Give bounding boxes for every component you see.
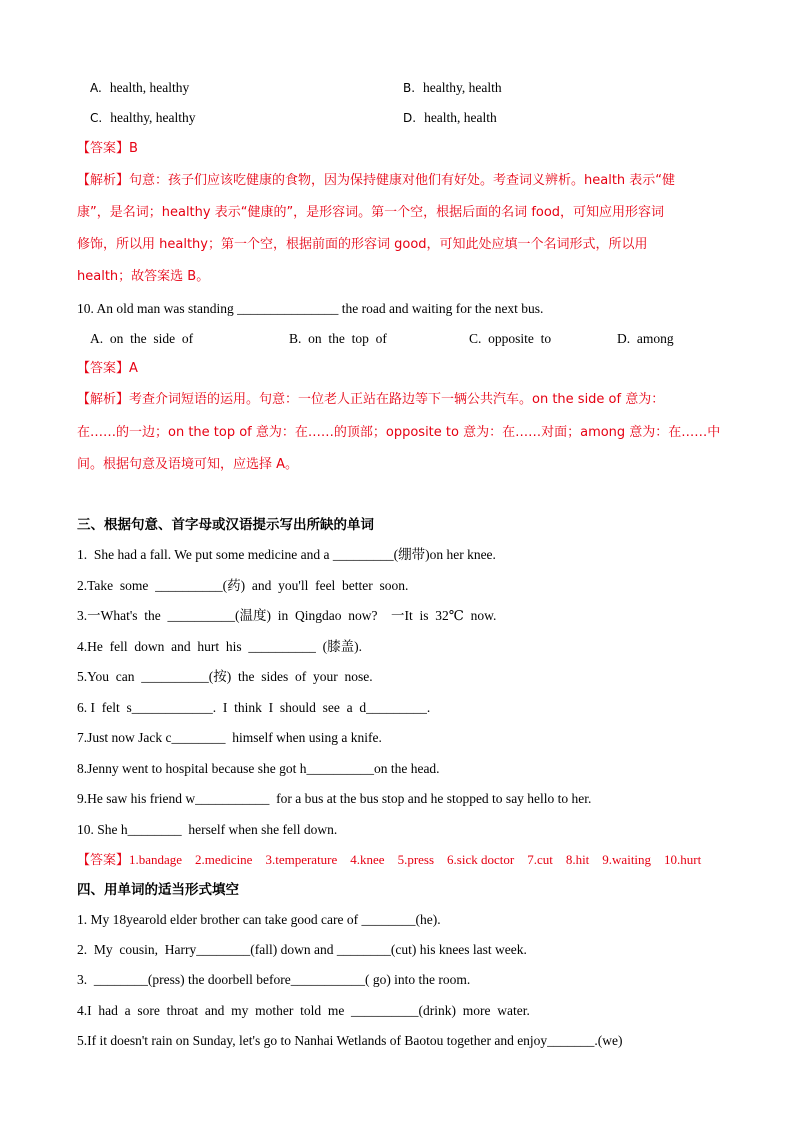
section-3-answer: 【答案】1.bandage 2.medicine 3.temperature 4.knee 5.press 6.sick doctor 7.cut 8.hit 9.waiting 10.hurt [77, 852, 702, 867]
section-3-item: 7.Just now Jack c________ himself when using a knife. [77, 730, 382, 745]
section-3-title: 三、根据句意、首字母或汉语提示写出所缺的单词 [77, 517, 374, 533]
q10-option-c: C. opposite to [469, 331, 552, 346]
q10-option-a: A. on the side of [90, 331, 194, 346]
section-4-item: 3. ________(press) the doorbell before___________( go) into the room. [77, 972, 471, 987]
q9-analysis-line: 修饰，所以用 healthy；第一个空，根据前面的形容词 good，可知此处应填一个名词形式，所以用 [77, 237, 648, 252]
section-3-item: 3.一What's the __________(温度) in Qingdao now? 一It is 32℃ now. [77, 608, 497, 623]
q9-analysis-line: 康”，是名词；healthy 表示“健康的”，是形容词。第一个空，根据后面的名词 food，可知应用形容词 [77, 205, 665, 220]
section-4-item: 5.If it doesn't rain on Sunday, let's go to Nanhai Wetlands of Baotou together and enjoy_______.(we) [77, 1033, 623, 1048]
section-3-item: 8.Jenny went to hospital because she got h__________on the head. [77, 761, 440, 776]
q9-answer: 【答案】B [77, 141, 138, 156]
q10-question: 10. An old man was standing _______________ the road and waiting for the next bus. [77, 301, 544, 316]
q10-option-d: D. among [617, 331, 674, 346]
q10-analysis-line: 在……的一边；on the top of 意为：在……的顶部；opposite to 意为：在……对面；among 意为：在……中 [77, 425, 721, 440]
section-3-item: 4.He fell down and hurt his __________ (膝盖). [77, 639, 362, 654]
section-3-item: 1. She had a fall. We put some medicine and a _________(绷带)on her knee. [77, 547, 496, 562]
q10-answer: 【答案】A [77, 361, 138, 376]
section-3-item: 5.You can __________(按) the sides of your nose. [77, 669, 373, 684]
option-d: D. health, health [403, 110, 497, 125]
option-c: C. healthy, healthy [90, 110, 196, 125]
section-4-title: 四、用单词的适当形式填空 [77, 882, 239, 898]
option-a: A. health, healthy [90, 80, 190, 95]
section-4-item: 4.I had a sore throat and my mother told me __________(drink) more water. [77, 1003, 530, 1018]
q9-analysis-line: health；故答案选 B。 [77, 269, 210, 284]
q9-analysis-line: 【解析】句意：孩子们应该吃健康的食物，因为保持健康对他们有好处。考查词义辨析。health 表示“健 [77, 173, 676, 188]
section-4-item: 2. My cousin, Harry________(fall) down and ________(cut) his knees last week. [77, 942, 527, 957]
q10-analysis-line: 【解析】考查介词短语的运用。句意：一位老人正站在路边等下一辆公共汽车。on the side of 意为： [77, 392, 665, 407]
section-4-item: 1. My 18yearold elder brother can take good care of ________(he). [77, 912, 441, 927]
section-3-item: 10. She h________ herself when she fell down. [77, 822, 338, 837]
section-3-item: 2.Take some __________(药) and you'll feel better soon. [77, 578, 409, 593]
option-b: B. healthy, health [403, 80, 502, 95]
section-3-item: 9.He saw his friend w___________ for a bus at the bus stop and he stopped to say hello to her. [77, 791, 592, 806]
q10-analysis-line: 间。根据句意及语境可知，应选择 A。 [77, 457, 299, 472]
section-3-item: 6. I felt s____________. I think I should see a d_________. [77, 700, 431, 715]
q10-option-b: B. on the top of [289, 331, 387, 346]
